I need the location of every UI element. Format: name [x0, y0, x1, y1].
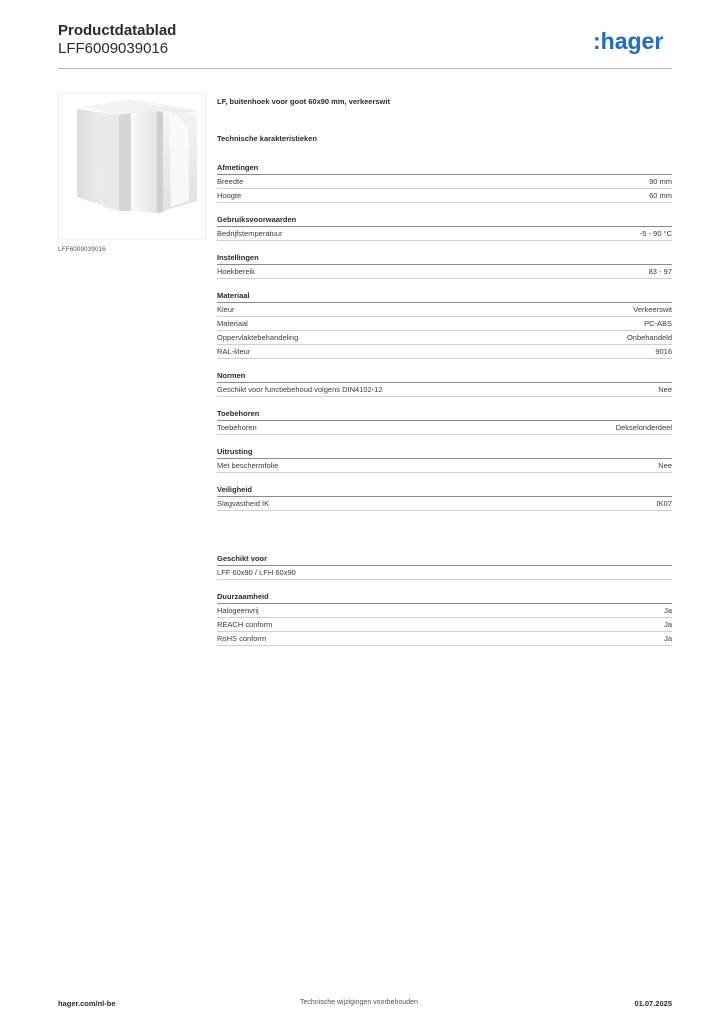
spec-label: Bedrijfstemperatuur	[217, 229, 283, 238]
spec-value: 9016	[655, 347, 672, 356]
spec-label: LFF 60x90 / LFH 60x90	[217, 568, 296, 577]
section-heading: Afmetingen	[217, 161, 672, 175]
spec-section	[217, 407, 672, 435]
product-title: LF, buitenhoek voor goot 60x90 mm, verkeerswit	[217, 97, 390, 106]
spec-row	[217, 345, 672, 359]
spec-section	[217, 369, 672, 397]
footer-note: Technische wijzigingen voorbehouden	[300, 999, 418, 1006]
product-code: LFF6009039016	[58, 40, 169, 57]
spec-row	[217, 618, 672, 632]
section-heading: Materiaal	[217, 289, 672, 303]
section-heading: Uitrusting	[217, 445, 672, 459]
spec-row	[217, 604, 672, 618]
spec-section	[217, 251, 672, 279]
spec-value: IK07	[656, 499, 672, 508]
section-heading: Normen	[217, 369, 672, 383]
section-heading: Veiligheid	[217, 483, 672, 497]
spec-value: Nee	[658, 461, 672, 470]
spec-value: PC-ABS	[644, 319, 672, 328]
spec-value: 90 mm	[649, 177, 672, 186]
spec-label: Geschikt voor functiebehoud volgens DIN4102-12	[217, 385, 383, 394]
spec-value: 83 - 97	[648, 267, 672, 276]
spec-label: Oppervlaktebehandeling	[217, 333, 299, 342]
spec-label: Hoogte	[217, 191, 242, 200]
spec-section	[217, 289, 672, 359]
section-heading: Toebehoren	[217, 407, 672, 421]
spec-row	[217, 331, 672, 345]
spec-row	[217, 265, 672, 279]
spec-value: Nee	[658, 385, 672, 394]
spec-value: Verkeerswit	[633, 305, 672, 314]
section-heading: Duurzaamheid	[217, 590, 672, 604]
technical-characteristics-title: Technische karakteristieken	[217, 134, 317, 143]
extra-sections	[217, 552, 672, 646]
product-image	[58, 92, 206, 240]
spec-label: Slagvastheid IK	[217, 499, 270, 508]
spec-section	[217, 213, 672, 241]
spec-row	[217, 383, 672, 397]
spec-label: Kleur	[217, 305, 235, 314]
spec-row	[217, 175, 672, 189]
spec-row	[217, 303, 672, 317]
spec-section	[217, 590, 672, 646]
hager-logo-text: :hager	[593, 28, 664, 54]
spec-label: RAL-kleur	[217, 347, 251, 356]
footer-date: 01.07.2025	[634, 999, 672, 1008]
spec-value: Ja	[664, 620, 672, 629]
spec-row	[217, 421, 672, 435]
document-header	[58, 22, 176, 58]
section-gap	[217, 521, 672, 552]
spec-value: Dekselonderdeel	[615, 423, 672, 432]
spec-value: Ja	[664, 634, 672, 643]
spec-value: -5 - 90 °C	[639, 229, 672, 238]
spec-label: Materiaal	[217, 319, 248, 328]
section-heading: Geschikt voor	[217, 552, 672, 566]
spec-value: 60 mm	[649, 191, 672, 200]
footer-url[interactable]: hager.com/nl-be	[58, 999, 116, 1008]
spec-label: Hoekbereik	[217, 267, 255, 276]
hager-logo	[593, 28, 677, 56]
spec-section	[217, 161, 672, 203]
spec-content	[217, 97, 672, 656]
spec-row	[217, 459, 672, 473]
spec-value: Onbehandeld	[626, 333, 672, 342]
image-caption: LFF6009039016	[58, 246, 106, 253]
spec-label: Breedte	[217, 177, 244, 186]
section-heading: Instellingen	[217, 251, 672, 265]
section-heading: Gebruiksvoorwaarden	[217, 213, 672, 227]
spec-value: Ja	[664, 606, 672, 615]
spec-label: Halogeenvrij	[217, 606, 259, 615]
spec-label: REACH conform	[217, 620, 273, 629]
spec-row	[217, 227, 672, 241]
spec-row	[217, 566, 672, 580]
spec-sections	[217, 161, 672, 511]
spec-label: RoHS conform	[217, 634, 267, 643]
page-title: Productdatablad	[58, 22, 177, 39]
header-divider	[58, 68, 672, 69]
spec-row	[217, 632, 672, 646]
spec-section	[217, 483, 672, 511]
spec-row	[217, 497, 672, 511]
corner-duct-piece-image	[59, 93, 205, 239]
spec-row	[217, 189, 672, 203]
spec-label: Toebehoren	[217, 423, 257, 432]
spec-section	[217, 445, 672, 473]
spec-label: Met beschermfolie	[217, 461, 279, 470]
spec-section	[217, 552, 672, 580]
spec-row	[217, 317, 672, 331]
